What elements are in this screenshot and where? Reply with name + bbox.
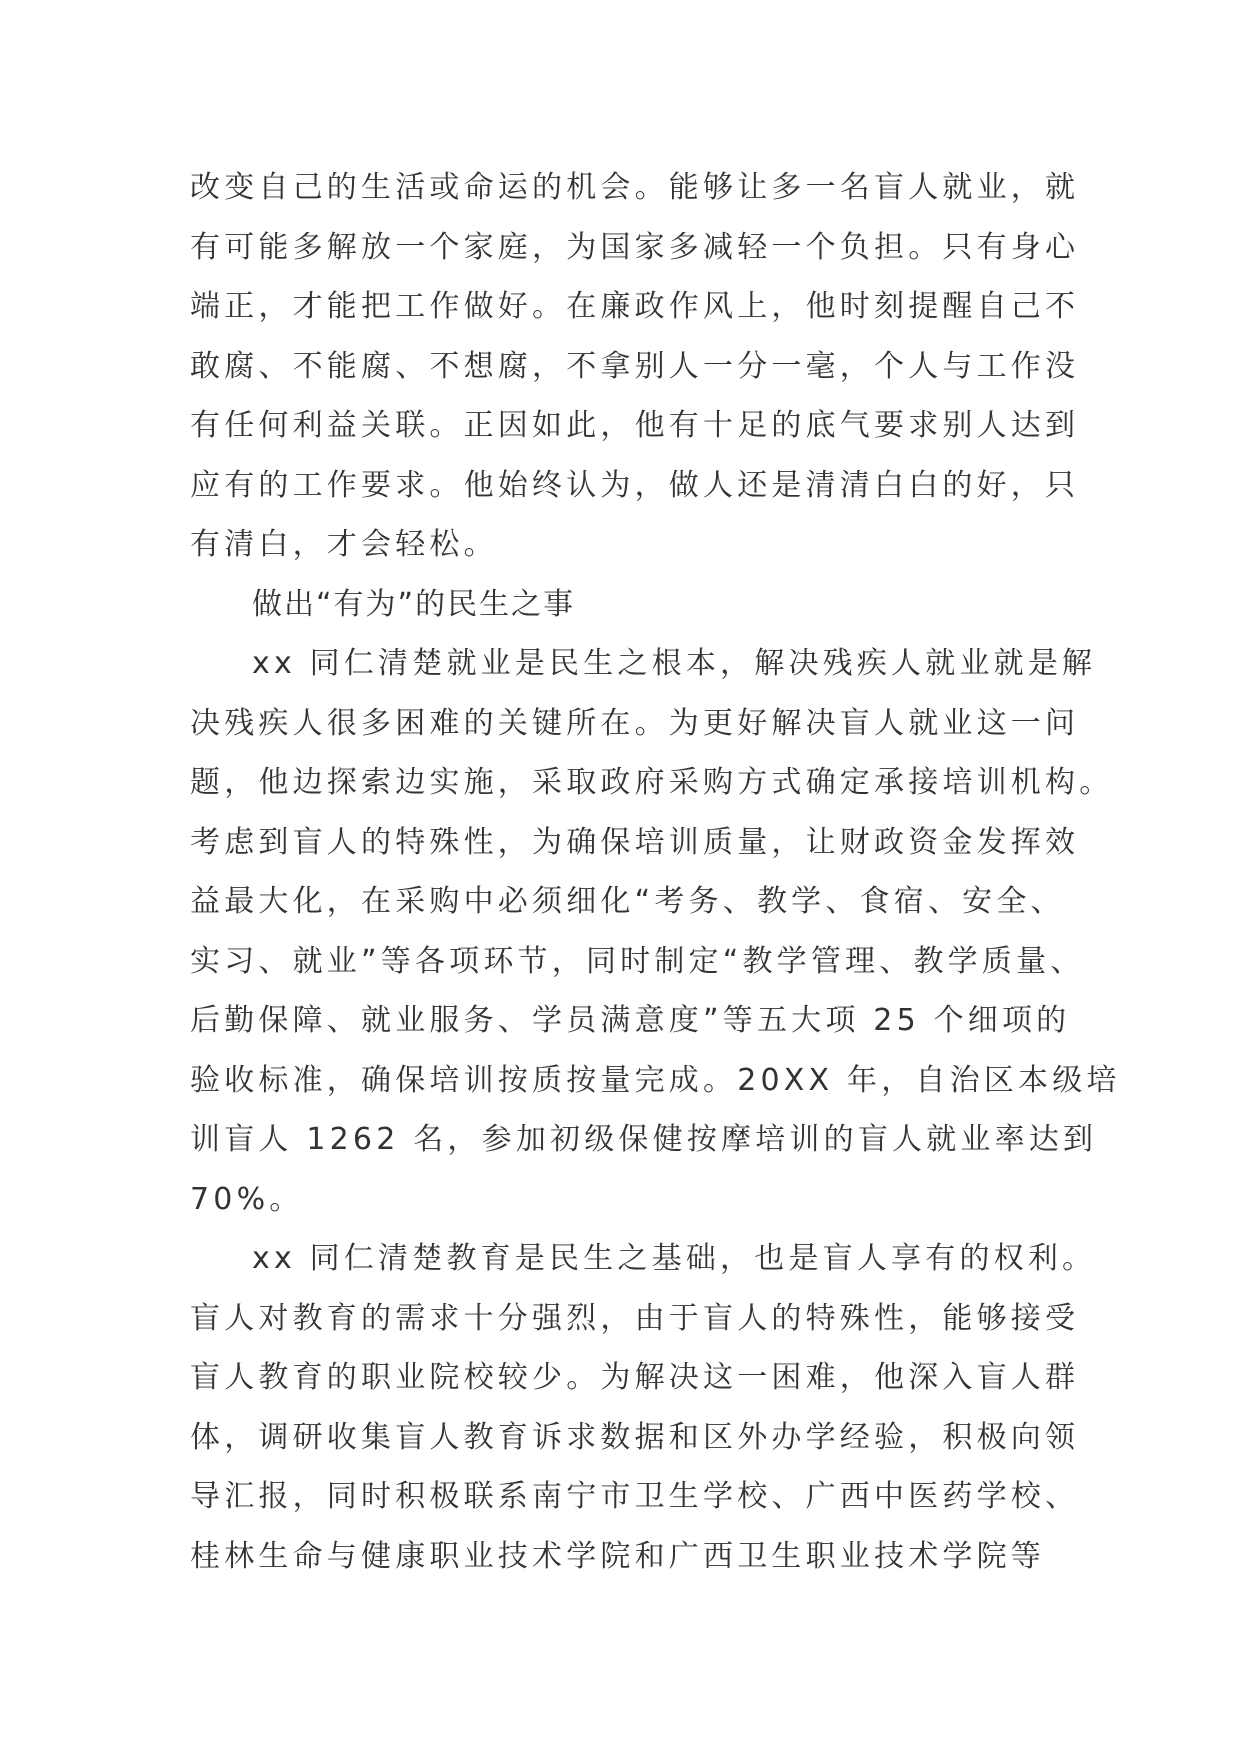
text-line: 实习、就业”等各项环节，同时制定“教学管理、教学质量、	[190, 943, 1085, 979]
text-line: xx 同仁清楚教育是民生之基础，也是盲人享有的权利。	[252, 1241, 1097, 1276]
text-line: 敢腐、不能腐、不想腐，不拿别人一分一毫，个人与工作没	[190, 348, 1080, 384]
text-line: 盲人教育的职业院校较少。为解决这一困难，他深入盲人群	[190, 1360, 1080, 1395]
text-line: 有任何利益关联。正因如此，他有十足的底气要求别人达到	[190, 408, 1080, 443]
text-line: 70%。	[190, 1181, 304, 1217]
section-heading: 做出“有为”的民生之事	[252, 586, 576, 622]
text-line: 题，他边探索边实施，采取政府采购方式确定承接培训机构。	[190, 765, 1114, 800]
text-line: 决残疾人很多困难的关键所在。为更好解决盲人就业这一问	[190, 705, 1080, 741]
text-line: 桂林生命与健康职业技术学院和广西卫生职业技术学院等	[190, 1538, 1045, 1574]
text-line: 应有的工作要求。他始终认为，做人还是清清白白的好，只	[190, 467, 1080, 503]
text-line: 后勤保障、就业服务、学员满意度”等五大项 25 个细项的	[190, 1003, 1071, 1038]
text-line: 盲人对教育的需求十分强烈，由于盲人的特殊性，能够接受	[190, 1300, 1080, 1336]
text-line: xx 同仁清楚就业是民生之根本，解决残疾人就业就是解	[252, 646, 1097, 681]
text-line: 体，调研收集盲人教育诉求数据和区外办学经验，积极向领	[190, 1419, 1080, 1455]
text-line: 训盲人 1262 名，参加初级保健按摩培训的盲人就业率达到	[190, 1122, 1098, 1157]
text-line: 导汇报，同时积极联系南宁市卫生学校、广西中医药学校、	[190, 1479, 1080, 1514]
text-line: 考虑到盲人的特殊性，为确保培训质量，让财政资金发挥效	[190, 824, 1080, 860]
text-line: 验收标准，确保培训按质按量完成。20XX 年，自治区本级培	[190, 1062, 1121, 1098]
text-line: 改变自己的生活或命运的机会。能够让多一名盲人就业，就	[190, 170, 1080, 205]
text-line: 益最大化，在采购中必须细化“考务、教学、食宿、安全、	[190, 884, 1065, 919]
text-line: 端正，才能把工作做好。在廉政作风上，他时刻提醒自己不	[190, 289, 1080, 324]
text-line: 有可能多解放一个家庭，为国家多减轻一个负担。只有身心	[190, 229, 1080, 265]
body-text	[190, 158, 1121, 1586]
text-line: 有清白，才会轻松。	[190, 527, 498, 562]
